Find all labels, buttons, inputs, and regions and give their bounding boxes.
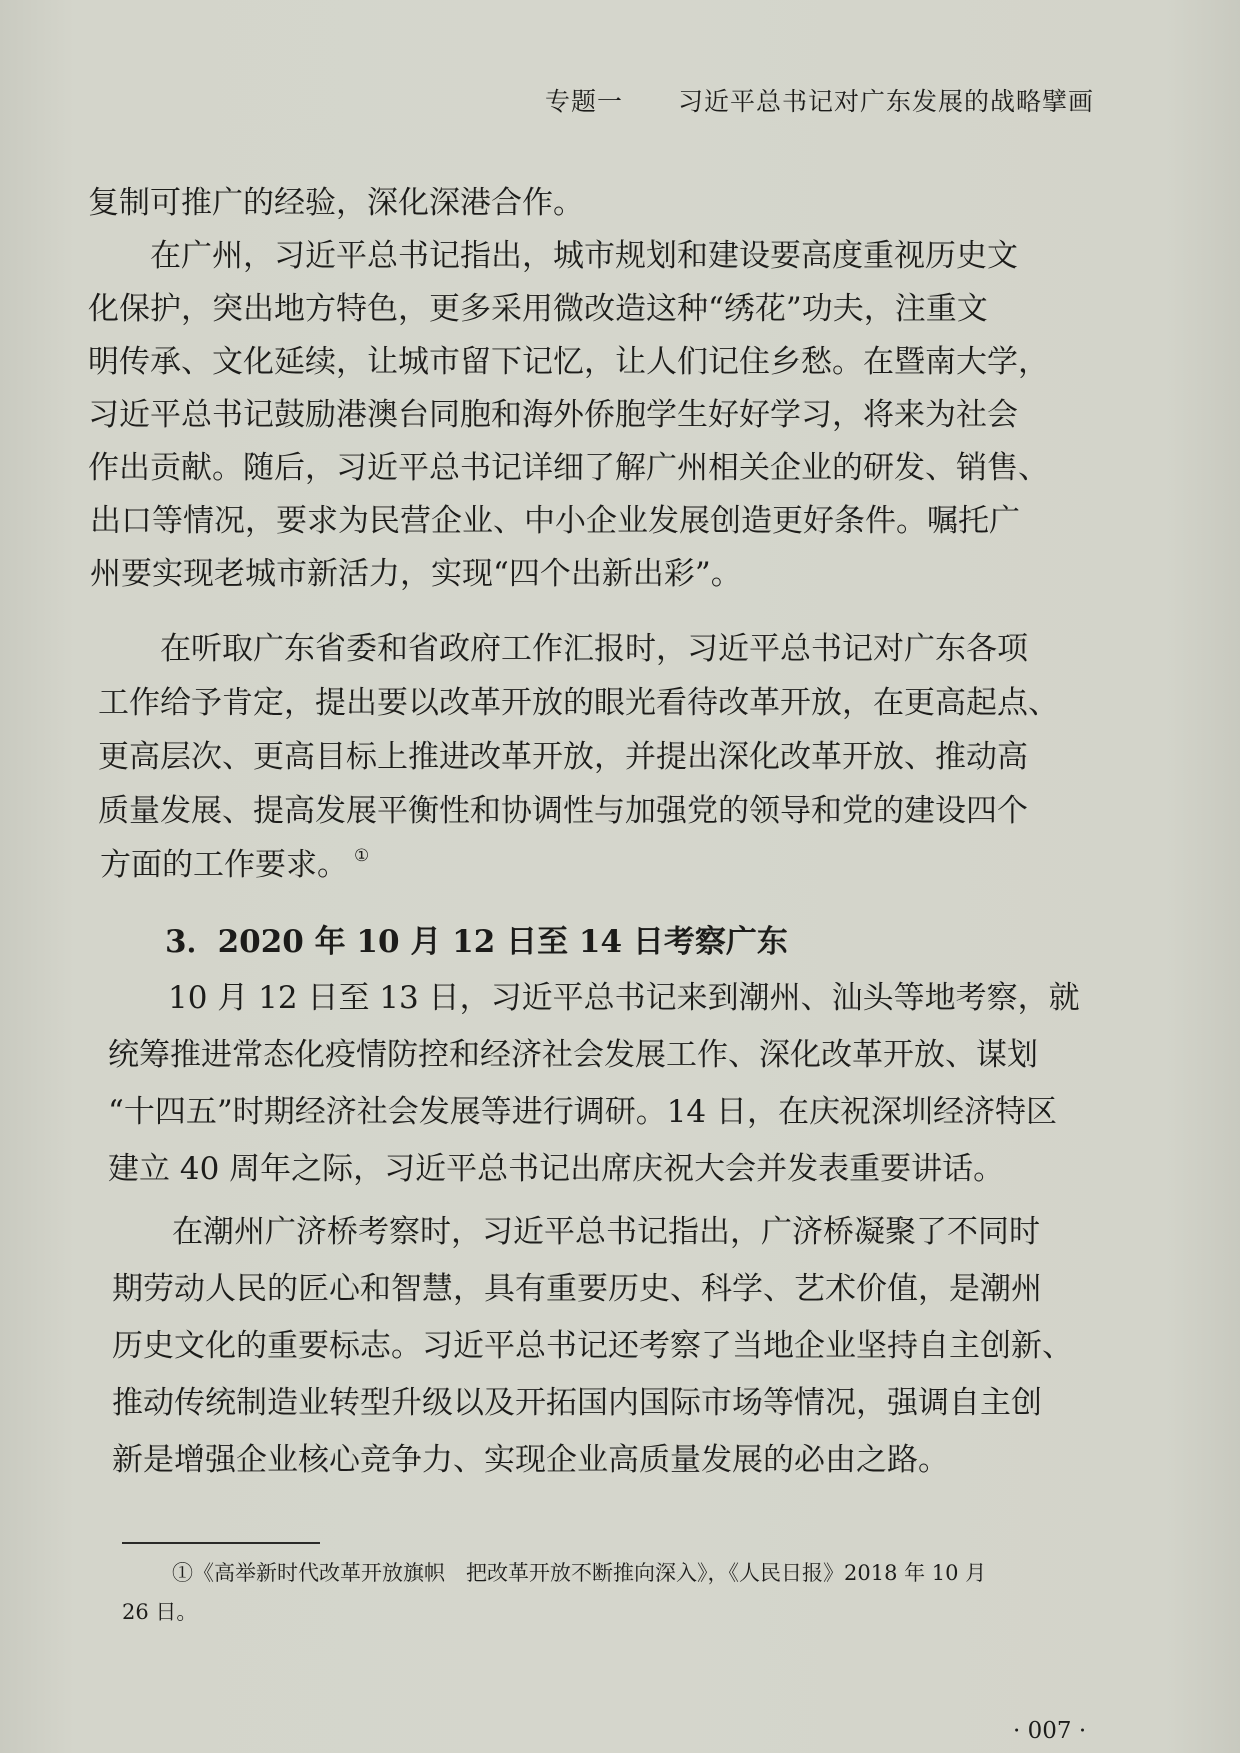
body-line-with-footnote-ref xyxy=(100,839,369,884)
body-line: 作出贡献。随后，习近平总书记详细了解广州相关企业的研发、销售、 xyxy=(88,450,1049,486)
body-line: 历史文化的重要标志。习近平总书记还考察了当地企业坚持自主创新、 xyxy=(112,1328,1073,1364)
body-line: 复制可推广的经验，深化深港合作。 xyxy=(88,185,584,221)
running-head-title: 习近平总书记对广东发展的战略擘画 xyxy=(678,87,1095,116)
body-line: 出口等情况，要求为民营企业、中小企业发展创造更好条件。嘱托广 xyxy=(90,503,1020,539)
body-line: 建立 40 周年之际，习近平总书记出席庆祝大会并发表重要讲话。 xyxy=(108,1151,1005,1187)
body-line: 在广州，习近平总书记指出，城市规划和建设要高度重视历史文 xyxy=(150,238,1018,274)
body-line: 10 月 12 日至 13 日，习近平总书记来到潮州、汕头等地考察，就 xyxy=(168,980,1080,1016)
body-line: 更高层次、更高目标上推进改革开放，并提出深化改革开放、推动高 xyxy=(98,739,1028,775)
body-line: 质量发展、提高发展平衡性和协调性与加强党的领导和党的建设四个 xyxy=(98,793,1028,829)
body-line: 统筹推进常态化疫情防控和经济社会发展工作、深化改革开放、谋划 xyxy=(108,1037,1038,1073)
footnote-line: 26 日。 xyxy=(122,1600,198,1624)
body-line: 在听取广东省委和省政府工作汇报时，习近平总书记对广东各项 xyxy=(160,631,1028,667)
body-line: 新是增强企业核心竞争力、实现企业高质量发展的必由之路。 xyxy=(112,1442,949,1478)
body-line: 方面的工作要求。 xyxy=(100,847,348,883)
footnote-reference[interactable]: ① xyxy=(354,846,370,866)
body-line: 州要实现老城市新活力，实现“四个出新出彩”。 xyxy=(90,556,742,592)
body-line: “十四五”时期经济社会发展等进行调研。14 日，在庆祝深圳经济特区 xyxy=(108,1094,1057,1130)
running-head xyxy=(545,82,1094,118)
body-line: 明传承、文化延续，让城市留下记忆，让人们记住乡愁。在暨南大学， xyxy=(88,344,1049,380)
footnote-line: ①《高举新时代改革开放旗帜 把改革开放不断推向深入》，《人民日报》2018 年 10 月 xyxy=(172,1561,987,1585)
section-heading: 3．2020 年 10 月 12 日至 14 日考察广东 xyxy=(165,924,788,960)
body-line: 习近平总书记鼓励港澳台同胞和海外侨胞学生好好学习，将来为社会 xyxy=(88,397,1018,433)
page-number: · 007 · xyxy=(1013,1718,1087,1744)
body-line: 工作给予肯定，提出要以改革开放的眼光看待改革开放，在更高起点、 xyxy=(98,685,1059,721)
body-line: 在潮州广济桥考察时，习近平总书记指出，广济桥凝聚了不同时 xyxy=(172,1214,1040,1250)
body-line: 化保护，突出地方特色，更多采用微改造这种“绣花”功夫，注重文 xyxy=(88,291,988,327)
running-head-section: 专题一 xyxy=(545,87,624,116)
body-line: 期劳动人民的匠心和智慧，具有重要历史、科学、艺术价值，是潮州 xyxy=(112,1271,1042,1307)
footnote-divider xyxy=(122,1542,320,1544)
body-line: 推动传统制造业转型升级以及开拓国内国际市场等情况，强调自主创 xyxy=(112,1385,1042,1421)
